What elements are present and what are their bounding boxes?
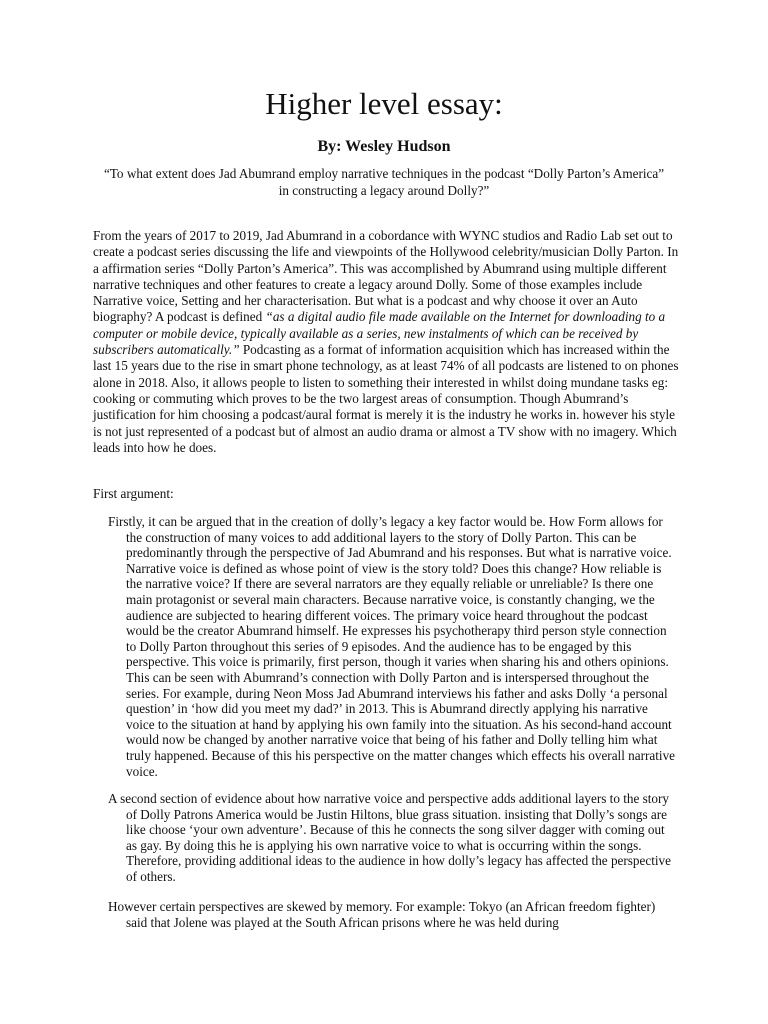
podcast-definition-quote: “as a digital audio file made available on the Internet for downloading to a computer or mobile device, typically available as a series, new instalments of which can be received by subscribers automatically.” [93,309,666,358]
essay-question: “To what extent does Jad Abumrand employ narrative techniques in the podcast “Dolly Parton’s America” in constructing a legacy around Dolly?” [103,166,665,198]
argument-paragraph-3: However certain perspectives are skewed by memory. For example: Tokyo (an African freedom fighter) said that Jolene was played at the South African prisons where he was held during [108,899,656,931]
intro-text-before-quote: From the years of 2017 to 2019, Jad Abumrand in a cobordance with WYNC studios and Radio Lab set out to create a podcast series discussing the life and viewpoints of the Hollywood celebrity/musician Dolly Parton. In a affirmation series “Dolly Parton’s America”. This was accomplished by Abumrand using multiple different narrative techniques and other features to create a legacy around Dolly. Some of those examples include Narrative voice, Setting and her characterisation. But what is a podcast and why choose it over an Auto biography? A podcast is defined [93,228,679,325]
essay-title: Higher level essay: [265,86,503,121]
argument-paragraph-1: Firstly, it can be argued that in the creation of dolly’s legacy a key factor would be. How Form allows for the construction of many voices to add additional layers to the story of Dolly Parton. This can be predominantly through the perspective of Jad Abumrand and his responses. But what is narrative voice. Narrative voice is defined as whose point of view is the story told? Does this change? How reliable is the narrative voice? If there are several narrators are they equally reliable or unreliable? Is there one main protagonist or several main characters. Because narrative voice, is constantly changing, we the audience are subjected to hearing different voices. The primary voice heard throughout the podcast would be the creator Abumrand himself. He expresses his psychotherapy third person style connection to Dolly Parton throughout this series of 9 episodes. And the audience has to be engaged by this perspective. This voice is primarily, first person, though it varies when sharing his and others opinions. This can be seen with Abumrand’s connection with Dolly Parton and is interspersed throughout the series. For example, during Neon Moss Jad Abumrand interviews his father and asks Dolly ‘a personal question’ in ‘how did you meet my dad?’ in 2013. This is Abumrand directly applying his narrative voice to the situation at hand by applying his own family into the situation. As his second-hand account would now be changed by another narrative voice that being of his father and Dolly telling him what truly happened. Because of this his perspective on the matter changes which effects his overall narrative voice. [108,514,676,779]
introduction-paragraph [93,228,679,456]
author-byline: By: Wesley Hudson [317,138,451,155]
argument-paragraph-2: A second section of evidence about how narrative voice and perspective adds additional layers to the story of Dolly Patrons America would be Justin Hiltons, blue grass situation. insisting that Dolly’s songs are like choose ‘your own adventure’. Because of this he connects the song silver dagger with coming out as gay. By doing this he is applying his own narrative voice to what is occurring within the songs. Therefore, providing additional ideas to the audience in how dolly’s legacy has affected the perspective of others. [108,791,672,884]
first-argument-heading: First argument: [93,486,174,501]
intro-text-after-quote: Podcasting as a format of information acquisition which has increased within the last 15 years due to the rise in smart phone technology, as at least 74% of all podcasts are listened to on phones alone in 2018. Also, it allows people to listen to something their interested in whilst doing mundane tasks eg: cooking or commuting which proves to be the two largest areas of consumption. Though Abumrand’s justification for him choosing a podcast/aural format is merely it is the industry he works in. however his style is not just represented of a podcast but of almost an audio drama or almost a TV show with no imagery. Which leads into how he does. [93,342,679,455]
